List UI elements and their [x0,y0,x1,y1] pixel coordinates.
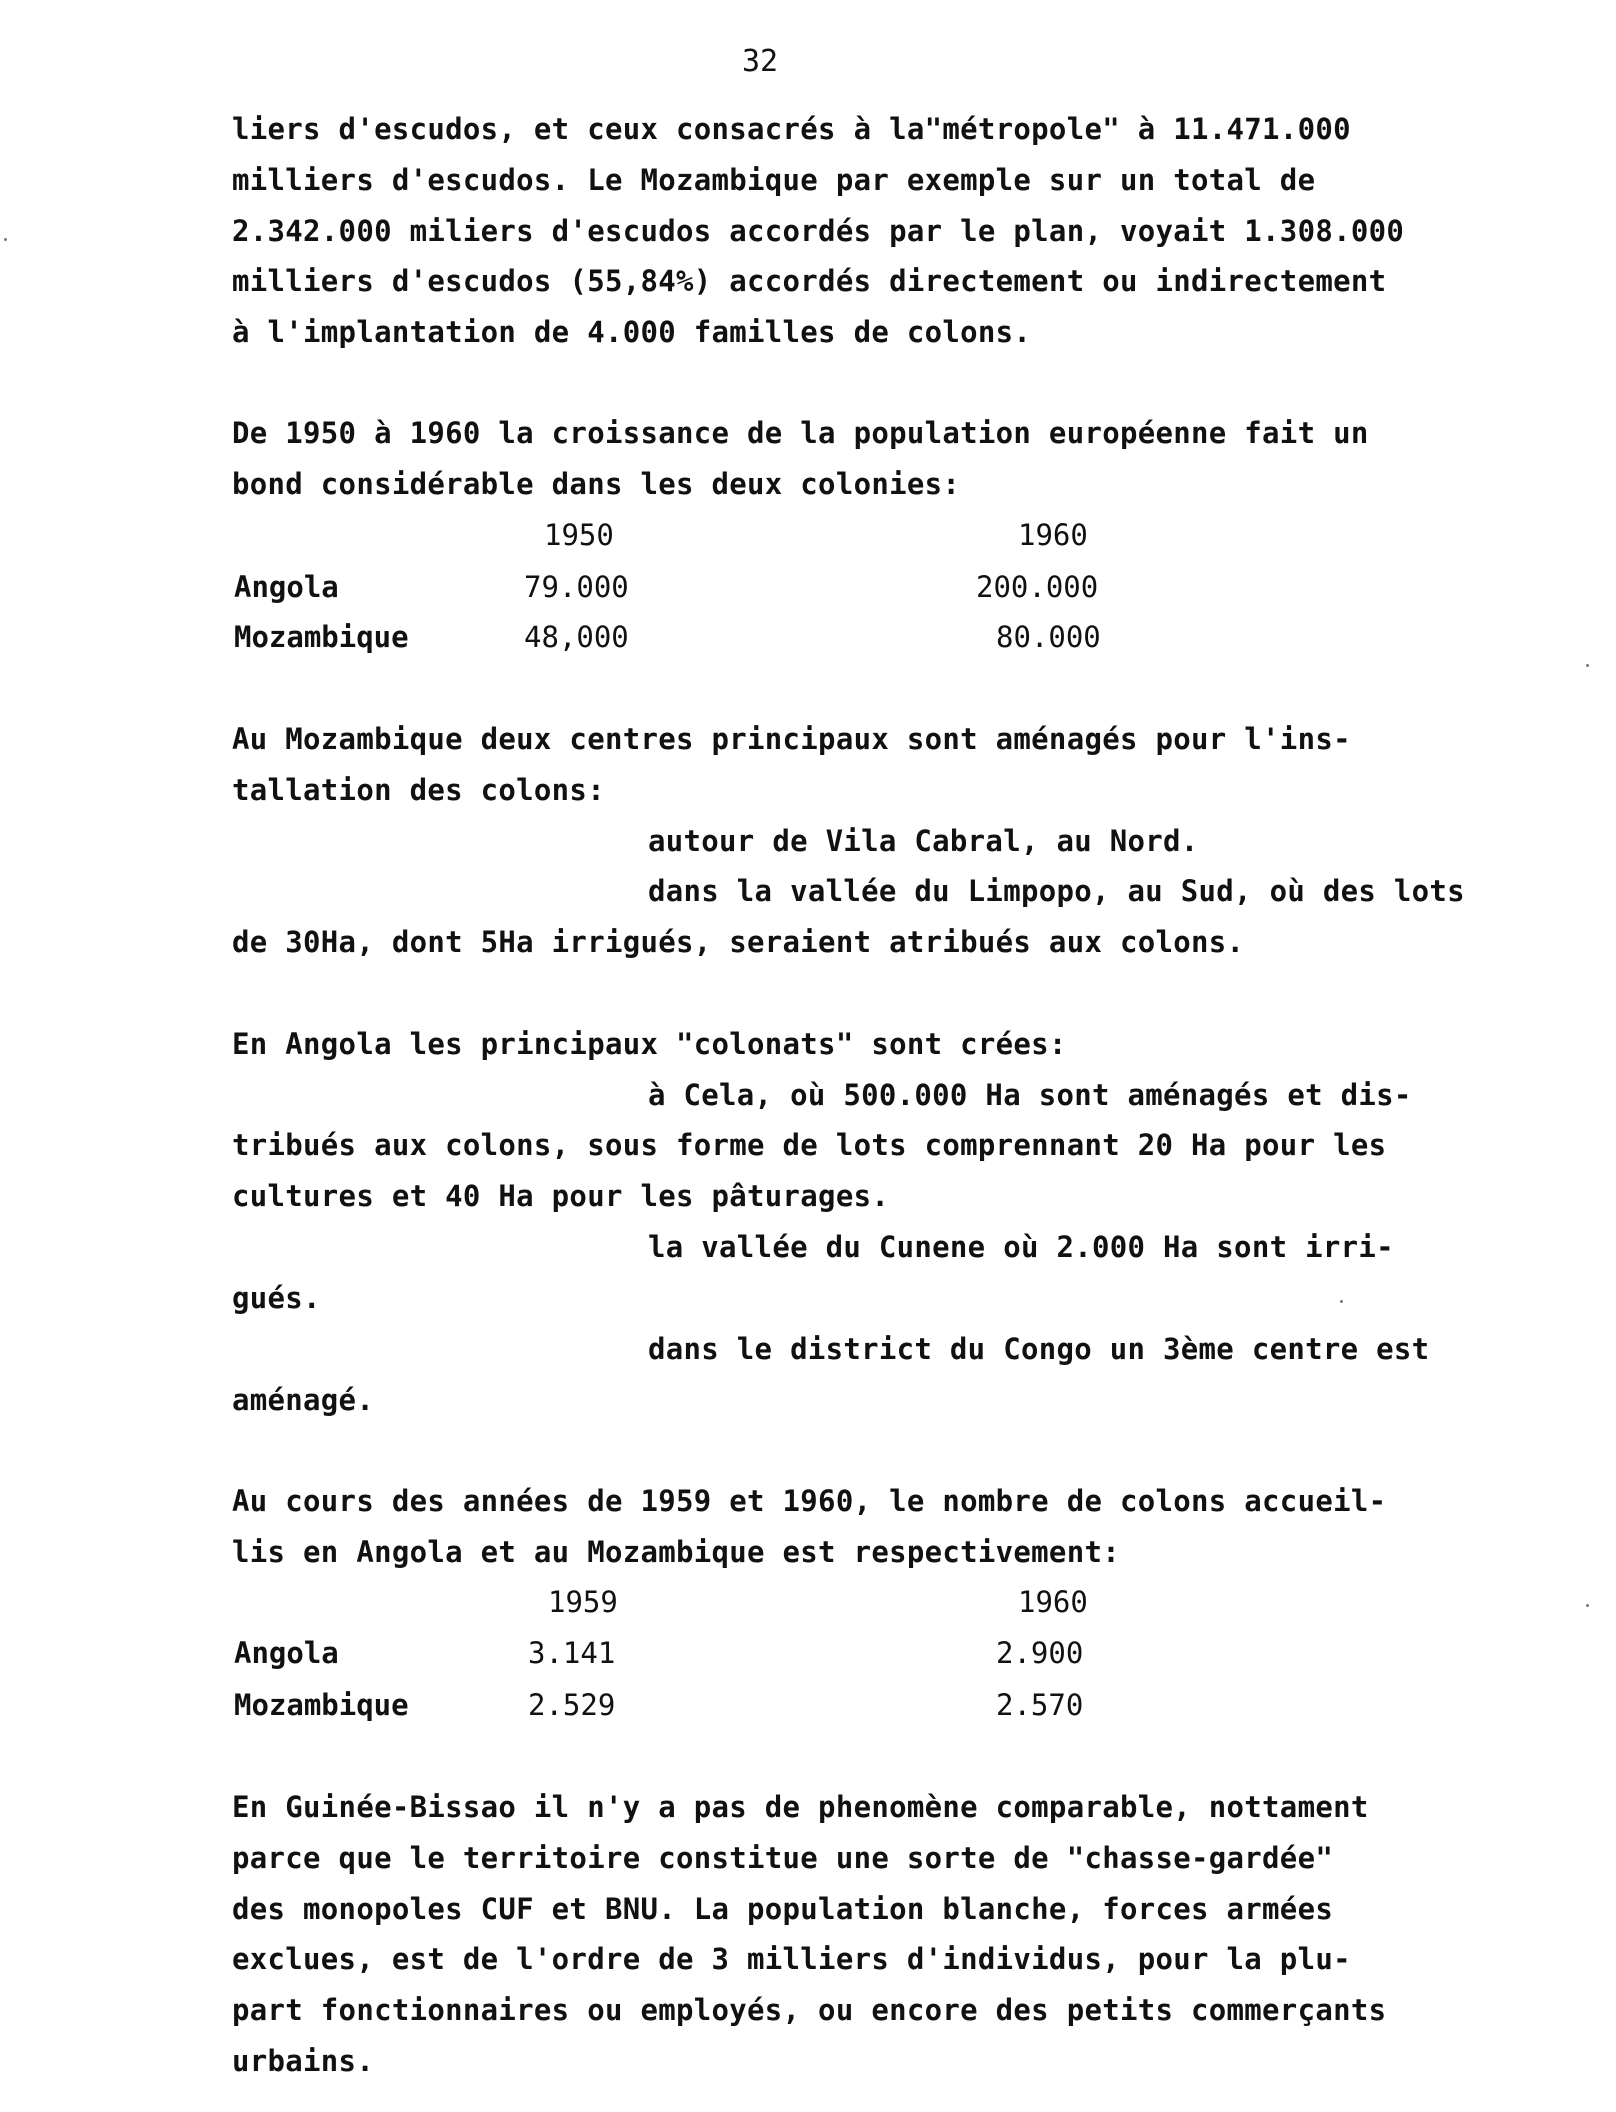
text-line: de 30Ha, dont 5Ha irrigués, seraient atribués aux colons. [232,925,1245,959]
table-header: 1950 [544,518,614,552]
text-line: En Angola les principaux "colonats" sont crées: [232,1027,1067,1061]
text-line: De 1950 à 1960 la croissance de la population européenne fait un [232,416,1369,450]
table-header: 1959 [548,1585,618,1619]
table-header: 1960 [1018,518,1088,552]
text-line: la vallée du Cunene où 2.000 Ha sont irri- [648,1230,1394,1264]
text-line: lis en Angola et au Mozambique est respectivement: [232,1535,1120,1569]
scan-speck [1340,1300,1343,1303]
table-cell: 2.529 [528,1688,616,1722]
text-line: tribués aux colons, sous forme de lots comprennant 20 Ha pour les [232,1128,1387,1162]
table-cell: 200.000 [976,570,1099,604]
table-row-label: Angola [234,570,339,604]
text-line: à Cela, où 500.000 Ha sont aménagés et dis- [648,1078,1412,1112]
text-line: liers d'escudos, et ceux consacrés à la"métropole" à 11.471.000 [232,112,1351,146]
text-line: parce que le territoire constitue une sorte de "chasse-gardée" [232,1841,1334,1875]
table-cell: 2.570 [996,1688,1084,1722]
scan-speck [1586,664,1589,667]
text-line: Au cours des années de 1959 et 1960, le nombre de colons accueil- [232,1484,1387,1518]
text-line: En Guinée-Bissao il n'y a pas de phenomène comparable, nottament [232,1790,1369,1824]
text-line: autour de Vila Cabral, au Nord. [648,824,1199,858]
table-row-label: Angola [234,1636,339,1670]
text-line: aménagé. [232,1383,375,1417]
table-cell: 2.900 [996,1636,1084,1670]
text-line: à l'implantation de 4.000 familles de colons. [232,315,1032,349]
text-line: bond considérable dans les deux colonies: [232,467,961,501]
scan-speck [1586,1604,1589,1607]
text-line: part fonctionnaires ou employés, ou encore des petits commerçants [232,1993,1387,2027]
page-number: 32 [742,44,779,79]
text-line: gués. [232,1281,321,1315]
text-line: 2.342.000 miliers d'escudos accordés par le plan, voyait 1.308.000 [232,214,1405,248]
text-line: Au Mozambique deux centres principaux sont aménagés pour l'ins- [232,722,1351,756]
text-line: urbains. [232,2044,375,2078]
text-line: cultures et 40 Ha pour les pâturages. [232,1179,890,1213]
table-cell: 79.000 [524,570,629,604]
table-row-label: Mozambique [234,620,409,654]
text-line: exclues, est de l'ordre de 3 milliers d'individus, pour la plu- [232,1942,1351,1976]
scan-speck [4,238,7,241]
text-line: dans la vallée du Limpopo, au Sud, où des lots [648,874,1465,908]
text-line: dans le district du Congo un 3ème centre est [648,1332,1430,1366]
text-line: tallation des colons: [232,773,605,807]
text-line: des monopoles CUF et BNU. La population blanche, forces armées [232,1892,1334,1926]
table-cell: 80.000 [996,620,1101,654]
table-cell: 48,000 [524,620,629,654]
table-row-label: Mozambique [234,1688,409,1722]
table-cell: 3.141 [528,1636,616,1670]
text-line: milliers d'escudos. Le Mozambique par exemple sur un total de [232,163,1316,197]
table-header: 1960 [1018,1585,1088,1619]
text-line: milliers d'escudos (55,84%) accordés directement ou indirectement [232,264,1387,298]
